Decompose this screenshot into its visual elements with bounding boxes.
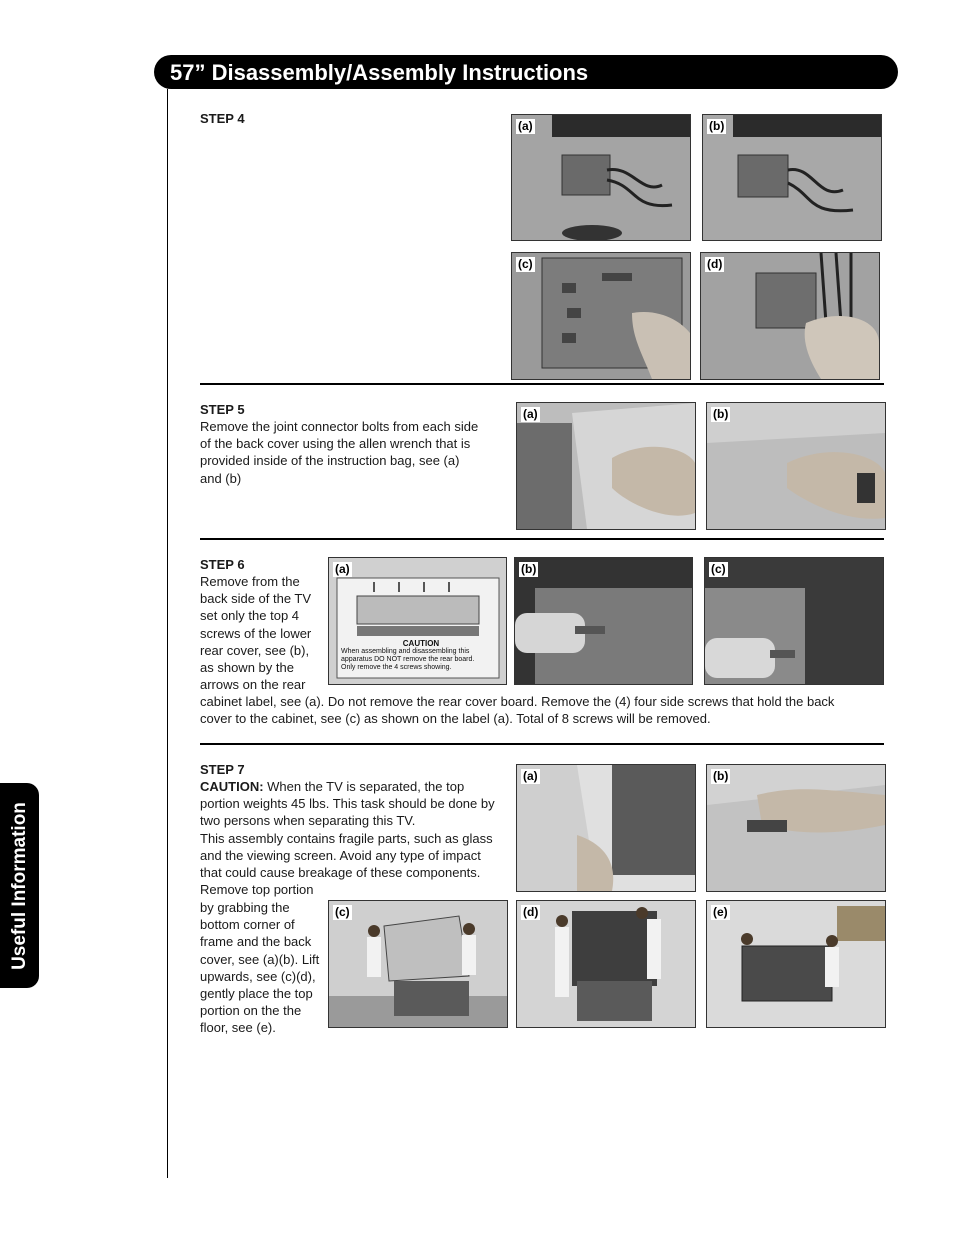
step4-photo-d bbox=[700, 252, 880, 380]
rear-cabinet-label: CAUTION When assembling and disassembling this apparatus DO NOT remove the rear board. Only remove the 4 screws showing. bbox=[341, 639, 475, 671]
step7-photo-c bbox=[328, 900, 508, 1028]
step6-photo-a bbox=[328, 557, 507, 685]
step4-photo-a bbox=[511, 114, 691, 241]
step7-text-narrow: by grabbing the bottom corner of frame and the back cover, see (a)(b). Lift upwards, see (c)(d), gently place the top portion on the the floor, see (e). bbox=[200, 900, 320, 1036]
step7-title: STEP 7 bbox=[200, 762, 245, 777]
photo-label: (b) bbox=[713, 407, 729, 421]
photo-label: (c) bbox=[711, 562, 726, 576]
step7-text-wide: CAUTION: When the TV is separated, the top portion weights 45 lbs. This task should be done by two persons when separating this TV. This assembly contains fragile parts, such as glass and the viewing screen. Avoid any type of impact that could cause breakage of these components. Remove top portion bbox=[200, 779, 495, 898]
photo-label: (b) bbox=[713, 769, 729, 783]
step7-photo-e bbox=[706, 900, 886, 1028]
step4-photo-b bbox=[702, 114, 882, 241]
page-title: 57” Disassembly/Assembly Instructions bbox=[170, 60, 589, 85]
photo-label: (b) bbox=[709, 119, 725, 133]
step5-title: STEP 5 bbox=[200, 402, 245, 417]
side-tab bbox=[0, 783, 39, 988]
title-bar bbox=[154, 55, 898, 89]
step7-photo-d bbox=[516, 900, 696, 1028]
step6-photo-b bbox=[514, 557, 693, 685]
photo-label: (c) bbox=[518, 257, 533, 271]
photo-label: (d) bbox=[707, 257, 723, 271]
photo-label: (a) bbox=[518, 119, 533, 133]
step5-photo-b bbox=[706, 402, 886, 530]
divider bbox=[200, 743, 884, 745]
step6-photo-c bbox=[704, 557, 884, 685]
photo-label: (e) bbox=[713, 905, 728, 919]
step4-photo-c bbox=[511, 252, 691, 380]
step6-text-wide: cabinet label, see (a). Do not remove the rear cover board. Remove the (4) four side screws that hold the back cover to the cabinet, see (c) as shown on the label (a). Total of 8 screws will be removed. bbox=[200, 694, 835, 727]
divider bbox=[200, 383, 884, 385]
step5-text: Remove the joint connector bolts from each side of the back cover using the allen wrench that is provided inside of the instruction bag, see (a) and (b) bbox=[200, 419, 479, 486]
photo-label: (a) bbox=[523, 769, 538, 783]
photo-label: (a) bbox=[335, 562, 350, 576]
step5-photo-a bbox=[516, 402, 696, 530]
margin-rule bbox=[167, 89, 168, 1178]
photo-label: (a) bbox=[523, 407, 538, 421]
divider bbox=[200, 538, 884, 540]
photo-label: (b) bbox=[521, 562, 537, 576]
step7-photo-a bbox=[516, 764, 696, 892]
step7-photo-b bbox=[706, 764, 886, 892]
step6-text-narrow: Remove from the back side of the TV set only the top 4 screws of the lower rear cover, see (b), as shown by the arrows on the rear bbox=[200, 574, 312, 693]
photo-label: (d) bbox=[523, 905, 539, 919]
step4-title: STEP 4 bbox=[200, 111, 245, 126]
side-tab-label: Useful Information bbox=[8, 801, 30, 970]
step6-title: STEP 6 bbox=[200, 557, 245, 572]
photo-label: (c) bbox=[335, 905, 350, 919]
